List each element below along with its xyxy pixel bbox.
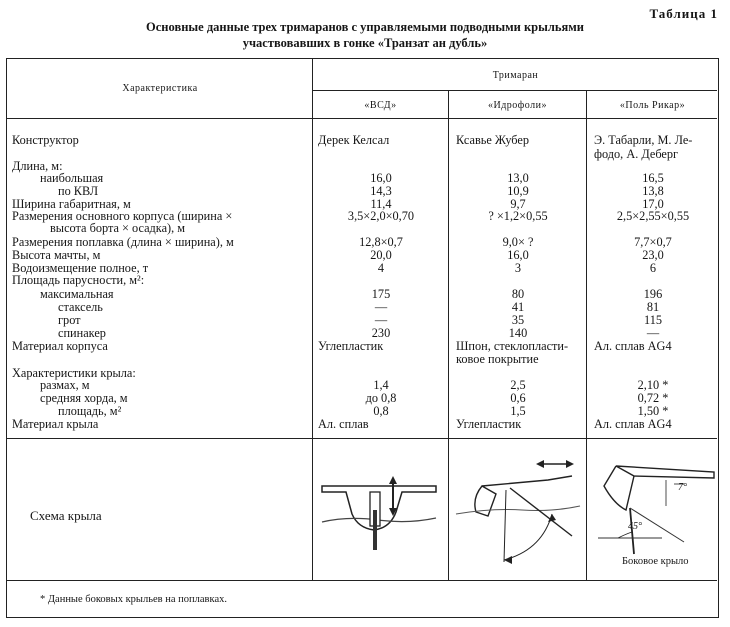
scheme-rule (7, 438, 717, 439)
cell-value: 16,0 (370, 171, 392, 185)
row-label: Конструктор (12, 133, 79, 147)
cell-value: 10,9 (507, 184, 529, 198)
row-label: Водоизмещение полное, т (12, 261, 149, 275)
cell-value: 16,0 (507, 248, 529, 262)
table-number: Таблица 1 (649, 6, 718, 21)
cell-value: 3 (514, 261, 522, 275)
scheme-label: Схема крыла (30, 508, 102, 523)
cell-value: Э. Табарли, М. Ле- (594, 133, 693, 147)
header-rule-trimaran (312, 90, 717, 91)
cell-value: 1,50 * (637, 404, 669, 418)
cell-value: Ал. сплав AG4 (594, 417, 672, 431)
column-rule-1 (312, 59, 313, 580)
row-label: спинакер (58, 326, 106, 340)
cell-value: Шпон, стеклопласти- (456, 339, 569, 353)
footnote-rule (7, 580, 717, 581)
cell-value: Ал. сплав (318, 417, 369, 431)
angle-45-label: 45° (628, 521, 642, 532)
cell-value: 20,0 (370, 248, 392, 262)
row-label: Ширина габаритная, м (12, 197, 131, 211)
column-rule-3 (586, 91, 587, 580)
cell-value: 80 (511, 287, 525, 301)
cell-value: 13,0 (507, 171, 529, 185)
cell-value: 0,8 (373, 404, 389, 418)
cell-value: 9,7 (510, 197, 526, 211)
row-label: Размерения поплавка (длина × ширина), м (12, 235, 234, 249)
cell-value: — (374, 300, 388, 314)
row-label: площадь, м² (58, 404, 122, 418)
cell-value: 1,4 (373, 378, 389, 392)
cell-value: 3,5×2,0×0,70 (347, 209, 415, 223)
row-label: Длина, м: (12, 159, 63, 173)
cell-value: 14,3 (370, 184, 392, 198)
header-boat-vsd: «ВСД» (364, 100, 397, 111)
cell-value: Углепластик (456, 417, 522, 431)
cell-value: 7,7×0,7 (634, 235, 672, 249)
row-label: по КВЛ (58, 184, 99, 198)
cell-value: Ксавье Жубер (456, 133, 530, 147)
cell-value: 4 (377, 261, 385, 275)
row-label: максимальная (40, 287, 114, 301)
wing-diagram-idrofoli (452, 454, 584, 572)
cell-value: 81 (646, 300, 660, 314)
cell-value: 17,0 (642, 197, 664, 211)
cell-value: ? ×1,2×0,55 (488, 209, 548, 223)
cell-value: 115 (644, 313, 662, 327)
cell-value: 9,0× ? (502, 235, 534, 249)
cell-value: 140 (508, 326, 528, 340)
cell-value: 13,8 (642, 184, 664, 198)
cell-value: Ал. сплав AG4 (594, 339, 672, 353)
cell-value: 23,0 (642, 248, 664, 262)
caption-line-1: Основные данные трех тримаранов с управляемыми подводными крыльями (146, 20, 584, 34)
cell-value: до 0,8 (365, 391, 397, 405)
wing-diagram-vsd (318, 470, 440, 550)
row-label: Материал корпуса (12, 339, 108, 353)
cell-value: 2,10 * (637, 378, 669, 392)
row-label: наибольшая (40, 171, 104, 185)
cell-value: — (646, 326, 660, 340)
header-boat-idrofoli: «Идрофоли» (488, 100, 547, 111)
cell-value: 0,6 (510, 391, 526, 405)
cell-value: Углепластик (318, 339, 384, 353)
cell-value: 175 (371, 287, 391, 301)
row-label: стаксель (58, 300, 103, 314)
cell-value: ковое покрытие (456, 352, 539, 366)
caption-line-2: участвовавших в гонке «Транзат ан дубль» (242, 36, 488, 50)
angle-7-label: 7° (678, 482, 687, 493)
cell-value: 1,5 (510, 404, 526, 418)
row-label: Высота мачты, м (12, 248, 101, 262)
row-label: Характеристики крыла: (12, 366, 136, 380)
side-wing-label: Боковое крыло (622, 556, 689, 567)
cell-value: 11,4 (370, 197, 392, 211)
wing-diagram-pol-rikar (592, 458, 716, 562)
cell-value: 196 (643, 287, 663, 301)
header-trimaran: Тримаран (492, 70, 539, 81)
cell-value: — (374, 313, 388, 327)
cell-value: Дерек Келсал (318, 133, 390, 147)
row-label: грот (58, 313, 81, 327)
cell-value: 16,5 (642, 171, 664, 185)
header-rule-bottom (7, 118, 717, 119)
row-label: Размерения основного корпуса (ширина × (12, 209, 233, 223)
cell-value: фодо, А. Деберг (594, 147, 679, 161)
row-label: средняя хорда, м (40, 391, 128, 405)
cell-value: 41 (511, 300, 525, 314)
cell-value: 2,5×2,55×0,55 (616, 209, 690, 223)
header-characteristic: Характеристика (122, 83, 198, 94)
cell-value: 12,8×0,7 (359, 235, 403, 249)
cell-value: 230 (371, 326, 391, 340)
cell-value: 6 (649, 261, 657, 275)
footnote: * Данные боковых крыльев на поплавках. (40, 594, 227, 605)
row-label: высота борта × осадка), м (50, 221, 186, 235)
column-rule-2 (448, 91, 449, 580)
row-label: Площадь парусности, м²: (12, 273, 145, 287)
cell-value: 2,5 (510, 378, 526, 392)
cell-value: 35 (511, 313, 525, 327)
row-label: Материал крыла (12, 417, 99, 431)
row-label: размах, м (40, 378, 90, 392)
header-boat-pol-rikar: «Поль Рикар» (619, 100, 686, 111)
cell-value: 0,72 * (637, 391, 669, 405)
